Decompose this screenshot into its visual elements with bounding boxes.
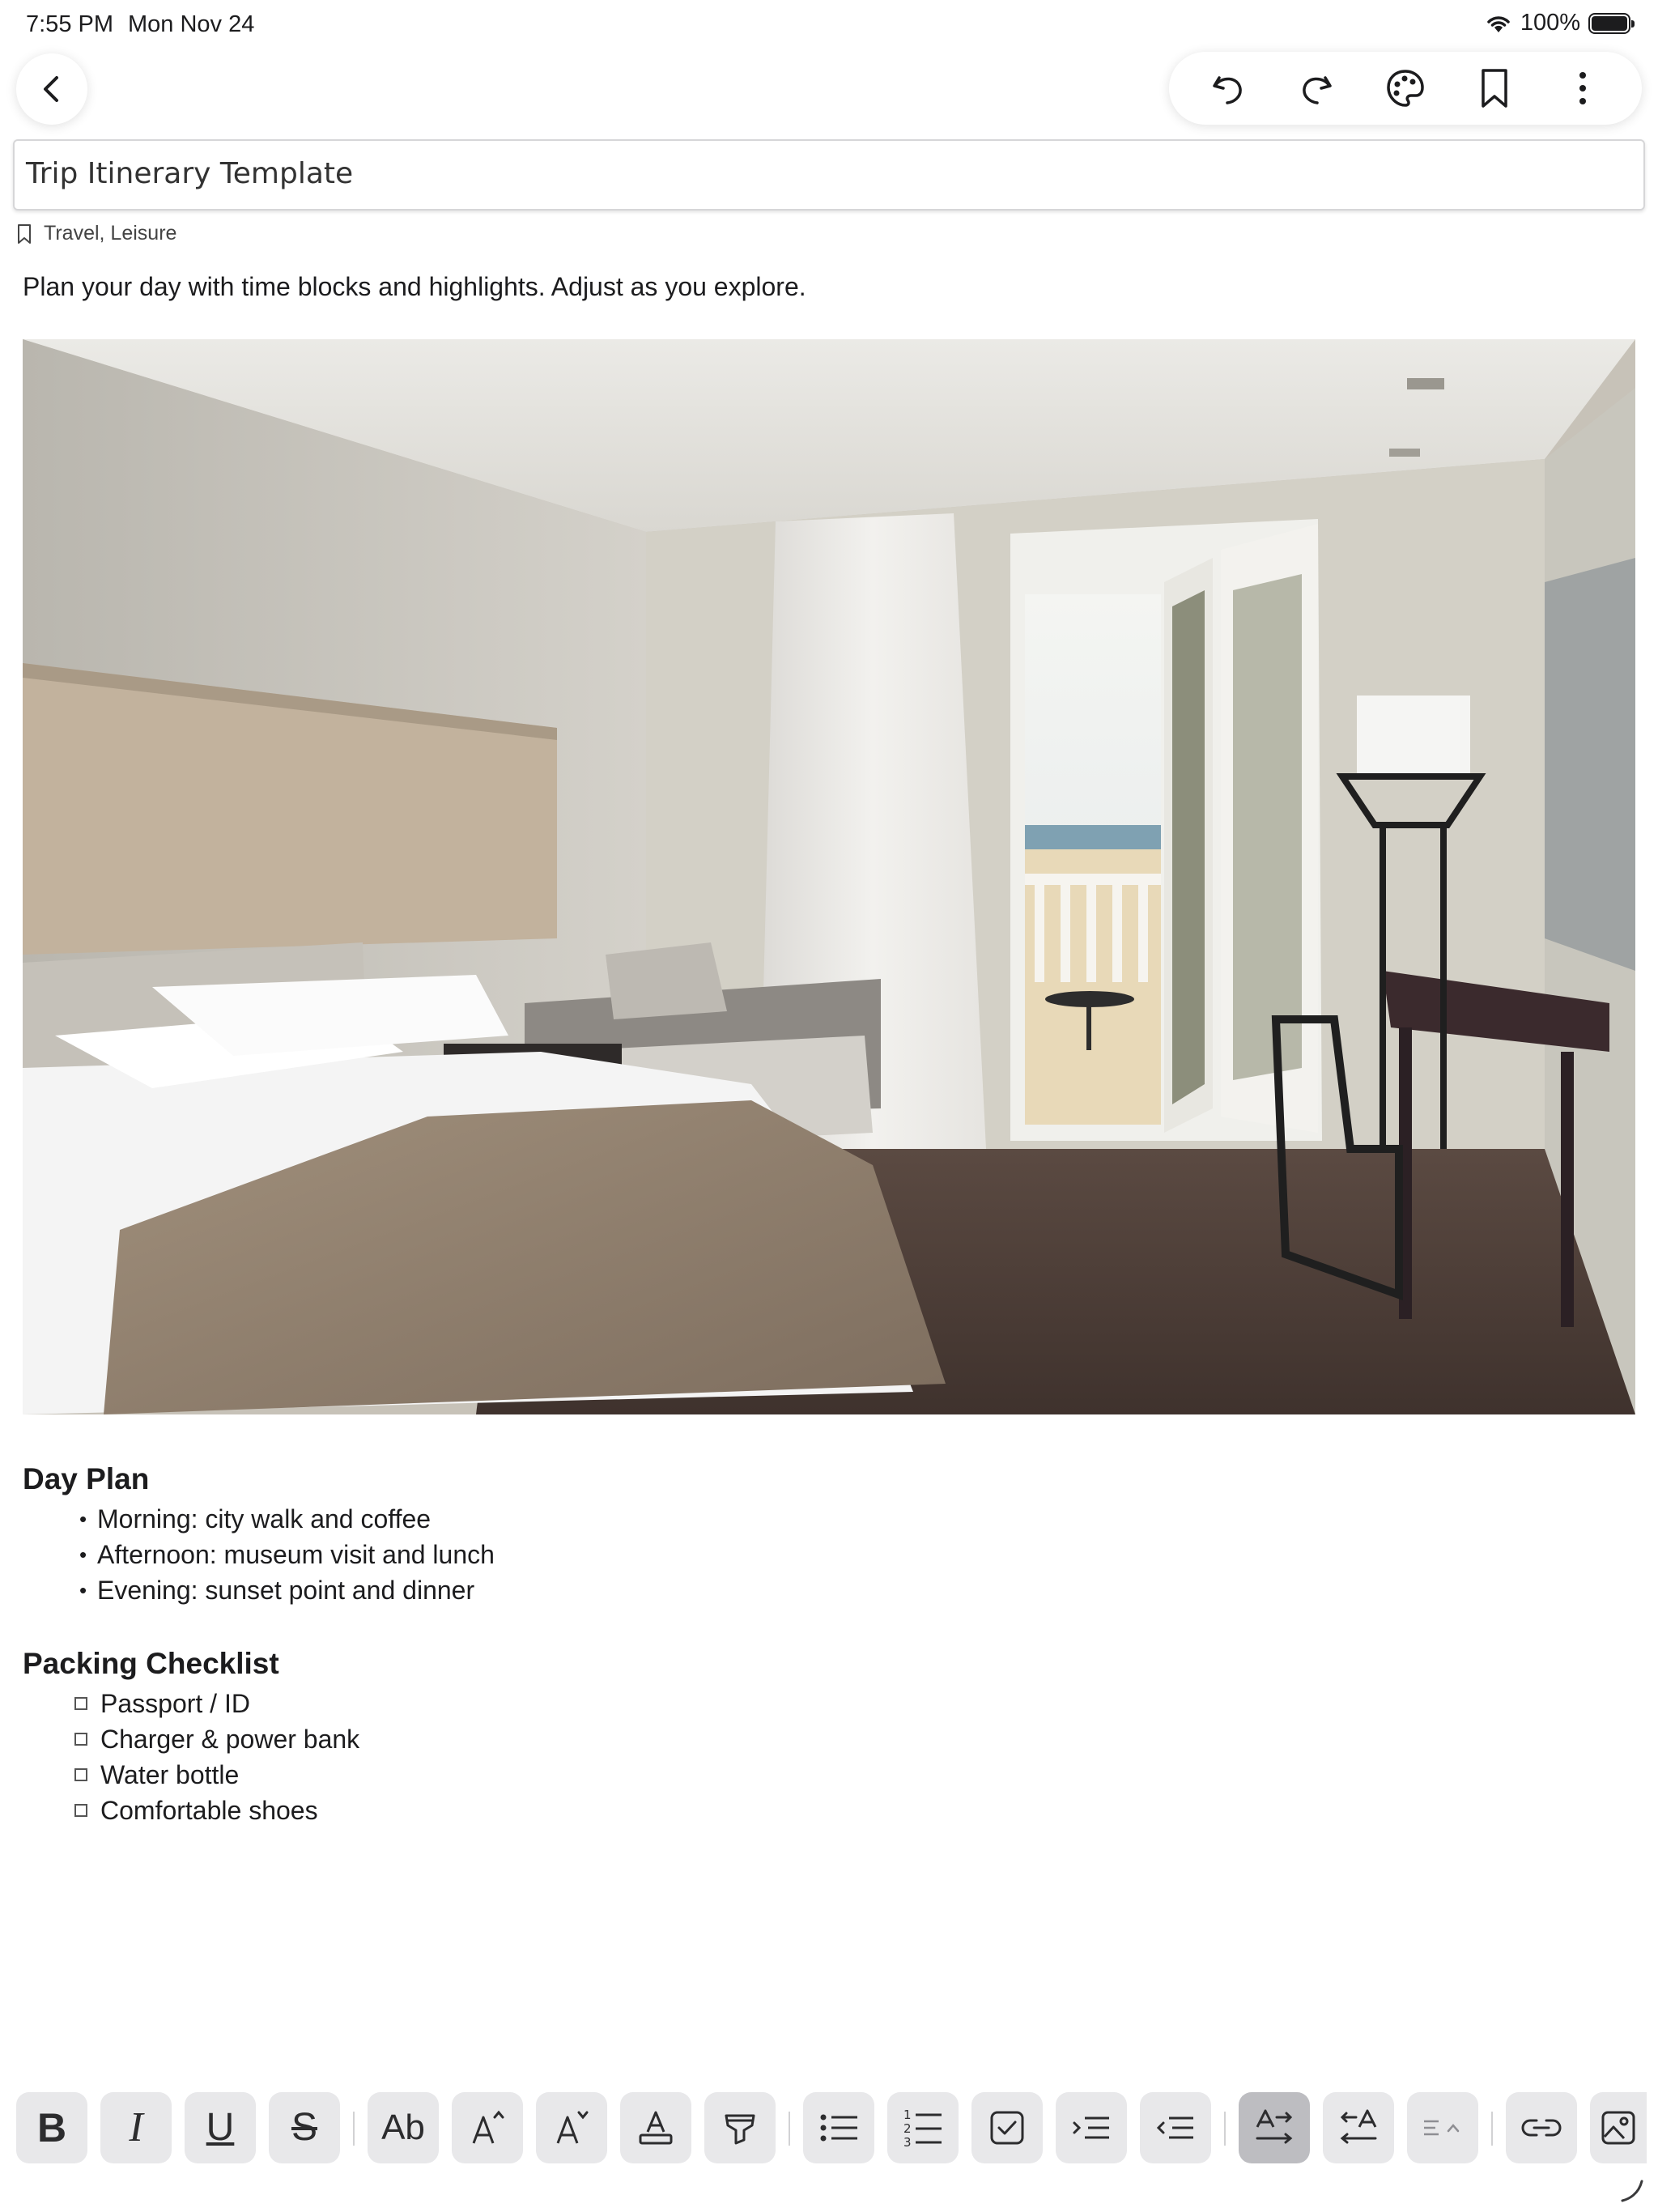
resize-handle-icon[interactable] bbox=[1619, 2178, 1643, 2202]
italic-button[interactable] bbox=[100, 2092, 172, 2163]
toolbar-divider bbox=[789, 2112, 790, 2146]
bullet-list-button[interactable] bbox=[803, 2092, 874, 2163]
packing-heading: Packing Checklist bbox=[23, 1647, 279, 1680]
alignment-button[interactable] bbox=[1407, 2092, 1478, 2163]
checklist-item[interactable]: Charger & power bank bbox=[74, 1721, 359, 1757]
indent-button[interactable] bbox=[1056, 2092, 1127, 2163]
tag-bookmark-icon bbox=[16, 223, 32, 245]
checklist-icon bbox=[988, 2108, 1027, 2147]
svg-text:2: 2 bbox=[903, 2121, 912, 2136]
image-icon bbox=[1600, 2109, 1637, 2146]
text-color-icon bbox=[636, 2108, 676, 2148]
strikethrough-icon: S bbox=[291, 2106, 317, 2149]
text-direction-rtl-icon bbox=[1337, 2108, 1380, 2148]
bullet-icon: • bbox=[79, 1577, 87, 1602]
day-plan-heading: Day Plan bbox=[23, 1462, 150, 1495]
highlighter-icon bbox=[720, 2108, 760, 2148]
bookmark-icon bbox=[1477, 67, 1512, 109]
checklist-item[interactable]: Passport / ID bbox=[74, 1686, 359, 1721]
bullet-icon: • bbox=[79, 1542, 87, 1567]
back-icon bbox=[36, 73, 68, 105]
checklist-item[interactable]: Comfortable shoes bbox=[74, 1793, 359, 1828]
toolbar-divider bbox=[1224, 2112, 1226, 2146]
more-icon bbox=[1575, 68, 1591, 108]
outdent-button[interactable] bbox=[1140, 2092, 1211, 2163]
svg-text:3: 3 bbox=[903, 2135, 912, 2150]
insert-image-button[interactable] bbox=[1590, 2092, 1647, 2163]
packing-checklist bbox=[74, 1686, 359, 1828]
toolbar-divider bbox=[1491, 2112, 1493, 2146]
outdent-icon bbox=[1154, 2108, 1197, 2147]
text-direction-ltr-icon bbox=[1252, 2108, 1296, 2148]
decrease-font-icon bbox=[551, 2108, 592, 2148]
battery-icon bbox=[1588, 13, 1630, 34]
redo-button[interactable] bbox=[1284, 56, 1349, 121]
checkbox-icon[interactable] bbox=[74, 1733, 87, 1746]
numbered-list-icon bbox=[901, 2106, 945, 2150]
svg-text:1: 1 bbox=[903, 2108, 912, 2122]
increase-font-button[interactable] bbox=[452, 2092, 523, 2163]
battery-percent: 100% bbox=[1520, 10, 1580, 36]
status-date: Mon Nov 24 bbox=[128, 11, 255, 37]
palette-button[interactable] bbox=[1373, 56, 1438, 121]
top-toolbar bbox=[1169, 52, 1642, 125]
undo-button[interactable] bbox=[1196, 56, 1261, 121]
checkbox-icon[interactable] bbox=[74, 1697, 87, 1710]
list-item[interactable]: • Morning: city walk and coffee bbox=[79, 1504, 432, 1534]
italic-icon: I bbox=[129, 2104, 143, 2150]
underline-icon: U bbox=[206, 2106, 235, 2149]
bookmark-button[interactable] bbox=[1462, 56, 1527, 121]
bullet-icon: • bbox=[79, 1506, 87, 1531]
increase-font-icon bbox=[467, 2108, 508, 2148]
status-bar bbox=[0, 0, 1658, 50]
indent-icon bbox=[1070, 2108, 1112, 2147]
link-icon bbox=[1519, 2114, 1564, 2142]
hotel-room-illustration bbox=[23, 339, 1635, 1414]
list-item[interactable]: • Evening: sunset point and dinner bbox=[79, 1575, 475, 1605]
intro-text: Plan your day with time blocks and highlights. Adjust as you explore. bbox=[23, 272, 806, 301]
strikethrough-button[interactable] bbox=[269, 2092, 340, 2163]
tags-row[interactable] bbox=[16, 222, 176, 245]
text-style-button[interactable] bbox=[368, 2092, 439, 2163]
note-title-field[interactable]: Trip Itinerary Template bbox=[13, 139, 1645, 211]
text-direction-ltr-button[interactable] bbox=[1239, 2092, 1310, 2163]
format-toolbar bbox=[0, 2092, 1658, 2165]
toolbar-divider bbox=[353, 2112, 355, 2146]
palette-icon bbox=[1384, 66, 1427, 110]
insert-link-button[interactable] bbox=[1506, 2092, 1577, 2163]
list-item[interactable]: • Afternoon: museum visit and lunch bbox=[79, 1539, 495, 1569]
checklist-button[interactable] bbox=[971, 2092, 1043, 2163]
checklist-item[interactable]: Water bottle bbox=[74, 1757, 359, 1793]
status-time: 7:55 PM bbox=[26, 11, 113, 37]
status-right bbox=[1485, 10, 1630, 36]
bold-icon: B bbox=[36, 2105, 67, 2150]
checkbox-icon[interactable] bbox=[74, 1804, 87, 1817]
text-color-button[interactable] bbox=[620, 2092, 691, 2163]
checkbox-icon[interactable] bbox=[74, 1768, 87, 1781]
text-style-icon: Ab bbox=[381, 2108, 425, 2147]
undo-icon bbox=[1208, 68, 1248, 108]
hotel-room-photo[interactable] bbox=[23, 339, 1635, 1414]
back-button[interactable] bbox=[16, 53, 87, 125]
tags-label: Travel, Leisure bbox=[44, 222, 177, 245]
redo-icon bbox=[1296, 68, 1337, 108]
wifi-icon bbox=[1485, 13, 1512, 34]
decrease-font-button[interactable] bbox=[536, 2092, 607, 2163]
more-button[interactable] bbox=[1550, 56, 1615, 121]
underline-button[interactable] bbox=[185, 2092, 256, 2163]
numbered-list-button[interactable] bbox=[887, 2092, 959, 2163]
bullet-list-icon bbox=[817, 2108, 861, 2148]
text-direction-rtl-button[interactable] bbox=[1323, 2092, 1394, 2163]
day-plan-list bbox=[79, 1501, 495, 1608]
align-chevron-icon bbox=[1419, 2112, 1466, 2144]
highlight-button[interactable] bbox=[704, 2092, 776, 2163]
bold-button[interactable] bbox=[16, 2092, 87, 2163]
